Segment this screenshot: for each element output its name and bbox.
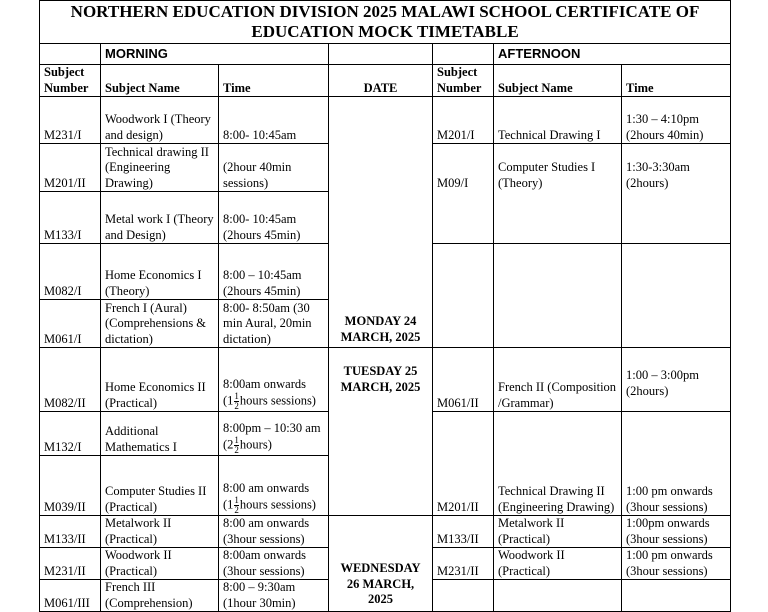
timetable-document: [39, 0, 730, 612]
morning-section-label: MORNING: [101, 44, 329, 65]
subject-number: M061/III: [40, 580, 101, 612]
exam-time: 8:00am onwards (1 $\frac{1}{2}$ hours sessions): [219, 348, 329, 412]
subject-name: Technical drawing II (Engineering Drawing): [101, 144, 219, 192]
subject-number: M133/I: [40, 192, 101, 244]
subject-name: Woodwork I (Theory and design): [101, 97, 219, 144]
subject-name: Woodwork II (Practical): [101, 548, 219, 580]
subject-name: Technical Drawing I: [494, 97, 622, 144]
exam-time: 8:00 – 9:30am (1hour 30min): [219, 580, 329, 612]
subject-name: Computer Studies II (Practical): [101, 456, 219, 516]
subject-number: M133/II: [433, 516, 494, 548]
subject-number: M082/II: [40, 348, 101, 412]
exam-time: 8:00- 8:50am (30 min Aural, 20min dictation): [219, 300, 329, 348]
subject-name: Computer Studies I (Theory): [494, 144, 622, 244]
subject-number: M231/II: [433, 548, 494, 580]
subject-name: Additional Mathematics I: [101, 412, 219, 456]
subject-name: Metalwork II (Practical): [494, 516, 622, 548]
exam-time: 1:30 – 4:10pm (2hours 40min): [622, 97, 731, 144]
table-row: [40, 516, 731, 548]
subject-number: M201/II: [433, 412, 494, 516]
subject-number: M201/II: [40, 144, 101, 192]
subject-name: French III (Comprehension): [101, 580, 219, 612]
exam-time: 8:00 am onwards (1 $\frac{1}{2}$ hours sessions): [219, 456, 329, 516]
exam-time: 8:00- 10:45am (2hours 45min): [219, 192, 329, 244]
subject-name: French I (Aural) (Comprehensions & dictation): [101, 300, 219, 348]
date-tuesday: TUESDAY 25 MARCH, 2025: [329, 348, 433, 516]
date-header: DATE: [329, 65, 433, 97]
subject-name: Metalwork II (Practical): [101, 516, 219, 548]
one-half-fraction: $\frac{1}{2}$: [234, 391, 239, 411]
morning-time-header: Time: [219, 65, 329, 97]
subject-number: M061/II: [433, 348, 494, 412]
subject-number: M132/I: [40, 412, 101, 456]
afternoon-section-label: AFTERNOON: [494, 44, 731, 65]
exam-time: 8:00 – 10:45am (2hours 45min): [219, 244, 329, 300]
subject-number: M082/I: [40, 244, 101, 300]
exam-time: 1:00 – 3:00pm (2hours): [622, 348, 731, 412]
subject-name: French II (Composition /Grammar): [494, 348, 622, 412]
subject-name: Metal work I (Theory and Design): [101, 192, 219, 244]
subject-number: M201/I: [433, 97, 494, 144]
subject-name: Technical Drawing II (Engineering Drawing): [494, 412, 622, 516]
morning-subject-number-header: Subject Number: [40, 65, 101, 97]
table-row: [40, 97, 731, 144]
afternoon-subject-number-header: Subject Number: [433, 65, 494, 97]
afternoon-subject-name-header: Subject Name: [494, 65, 622, 97]
timetable-title: NORTHERN EDUCATION DIVISION 2025 MALAWI SCHOOL CERTIFICATE OF EDUCATION MOCK TIMETABLE: [40, 1, 731, 44]
exam-time: 1:30-3:30am (2hours): [622, 144, 731, 244]
subject-name: Home Economics II (Practical): [101, 348, 219, 412]
subject-number: M231/II: [40, 548, 101, 580]
one-half-fraction: $\frac{1}{2}$: [234, 435, 239, 455]
exam-time: (2hour 40min sessions): [219, 144, 329, 192]
morning-subject-name-header: Subject Name: [101, 65, 219, 97]
exam-time: 1:00 pm onwards (3hour sessions): [622, 548, 731, 580]
date-wednesday: WEDNESDAY 26 MARCH, 2025: [329, 516, 433, 612]
exam-time: 8:00 am onwards (3hour sessions): [219, 516, 329, 548]
subject-name: Home Economics I (Theory): [101, 244, 219, 300]
exam-time: 8:00- 10:45am: [219, 97, 329, 144]
column-header-row: [40, 65, 731, 97]
subject-number: M231/I: [40, 97, 101, 144]
subject-name: Woodwork II (Practical): [494, 548, 622, 580]
exam-time: 1:00pm onwards (3hour sessions): [622, 516, 731, 548]
date-monday: MONDAY 24 MARCH, 2025: [329, 97, 433, 348]
afternoon-time-header: Time: [622, 65, 731, 97]
subject-number: M09/I: [433, 144, 494, 244]
subject-number: M039/II: [40, 456, 101, 516]
subject-number: M061/I: [40, 300, 101, 348]
one-half-fraction: $\frac{1}{2}$: [234, 495, 239, 515]
exam-time: 8:00pm – 10:30 am (2 $\frac{1}{2}$ hours): [219, 412, 329, 456]
exam-time: 1:00 pm onwards (3hour sessions): [622, 412, 731, 516]
table-row: [40, 348, 731, 412]
exam-time: 8:00am onwards (3hour sessions): [219, 548, 329, 580]
timetable: [39, 0, 731, 612]
subject-number: M133/II: [40, 516, 101, 548]
